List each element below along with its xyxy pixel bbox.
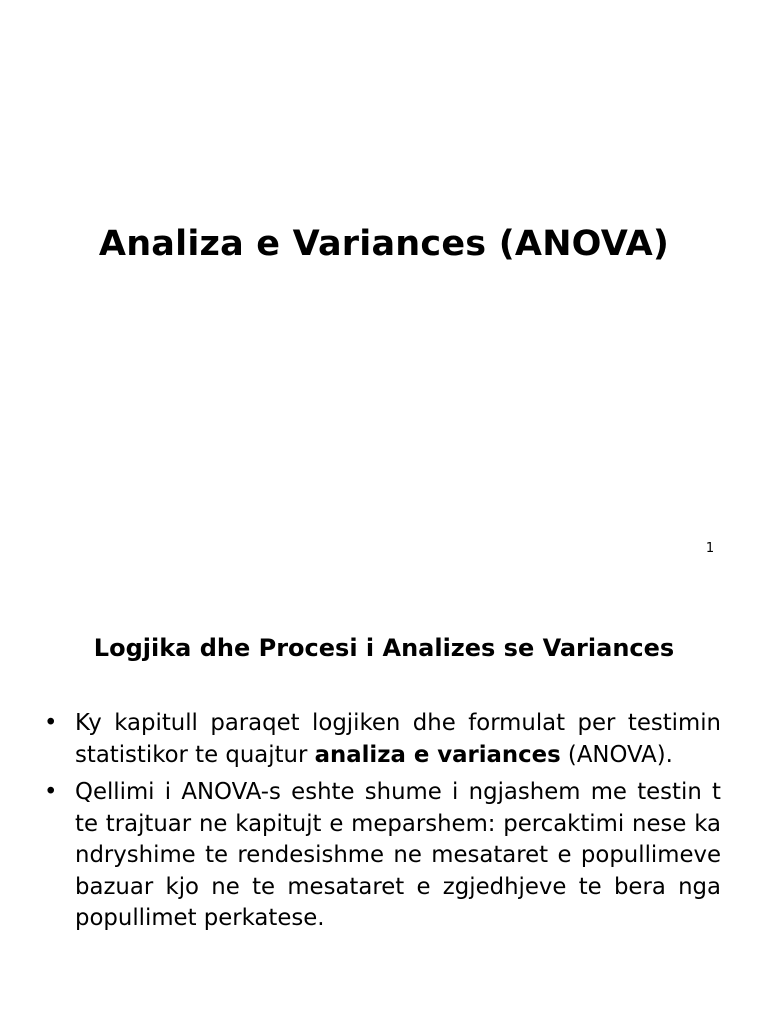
bullet-text: Ky kapitull paraqet logjiken dhe formulat per testimin statistikor te quajtur [75, 710, 721, 768]
bullet-marker: • [44, 710, 58, 736]
slide-title: Analiza e Variances (ANOVA) [98, 224, 670, 264]
bullet-list [40, 708, 721, 941]
bullet-item [40, 708, 721, 771]
bullet-text: Qellimi i ANOVA-s eshte shume i ngjashem me testin t te trajtuar ne kapitujt e meparshem: percaktimi nese ka ndryshime te rendesishme ne mesataret e popullimeve bazuar kjo ne te mesataret e zgjedhjeve te bera nga popullimet perkatese. [75, 779, 721, 931]
slide-heading: Logjika dhe Procesi i Analizes se Variances [93, 634, 675, 662]
page-number: 1 [705, 541, 715, 556]
bullet-bold-text: analiza e variances [314, 741, 561, 768]
bullet-text: (ANOVA). [560, 741, 673, 768]
bullet-marker: • [44, 779, 58, 805]
slide-2 [0, 576, 768, 1024]
bullet-item [40, 777, 721, 935]
